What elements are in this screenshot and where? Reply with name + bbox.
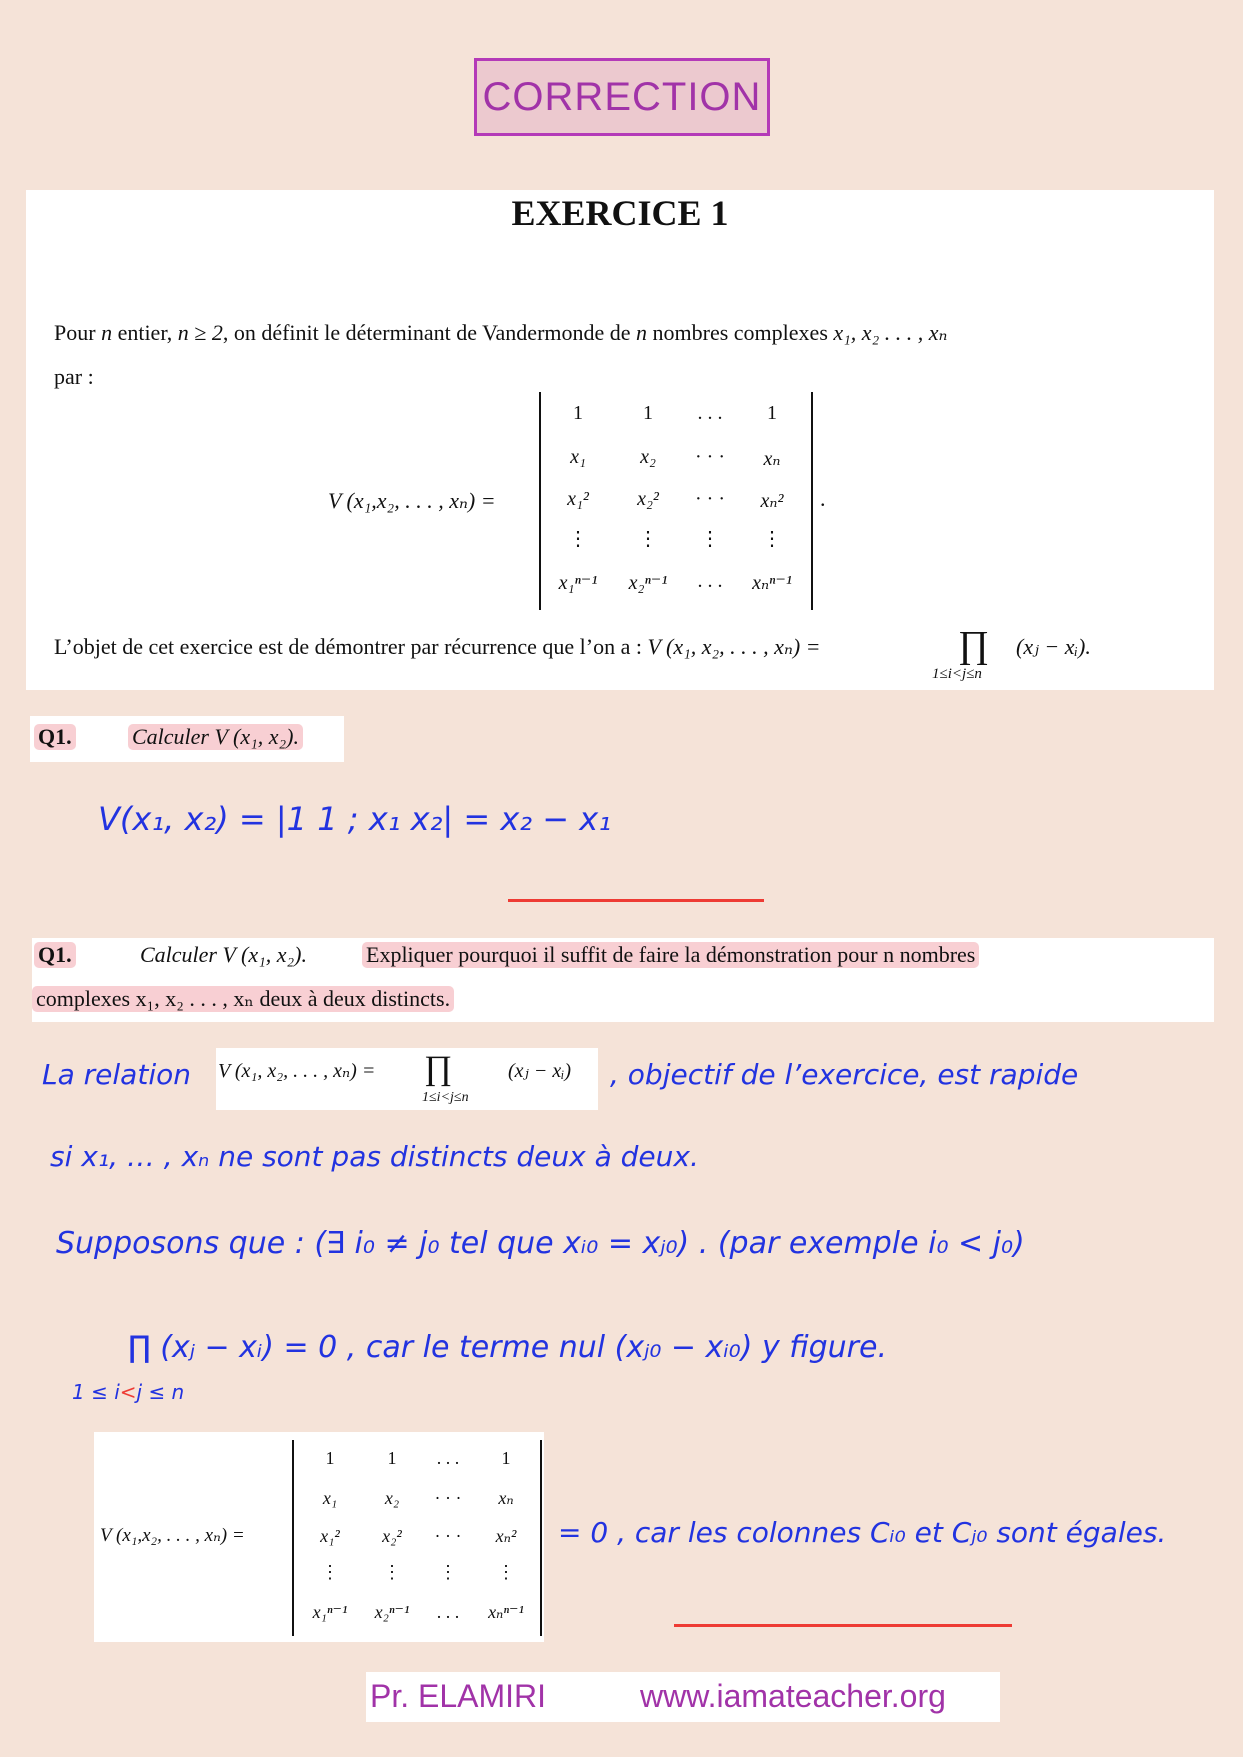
q1-question: Calculer V (x₁, x₂). [128,724,303,750]
footer-author: Pr. ELAMIRI [370,1678,547,1714]
hw-line4: ∏ (xⱼ − xᵢ) = 0 , car le terme nul (xⱼ₀ − xᵢ₀) y figure. [128,1330,887,1365]
det2-r1-c3: . . . [436,1448,460,1468]
cell-r3-c2: x₂² [637,488,659,510]
product-index: 1≤i<j≤n [932,666,982,682]
separator-red-line-1 [508,899,764,902]
det2-r3-c3: · · · [434,1526,462,1546]
hw-line2: si x₁, … , xₙ ne sont pas distincts deux à deux. [50,1140,699,1173]
det2-r5-c2: x₂ⁿ⁻¹ [374,1602,410,1622]
det2-r5-c1: x₁ⁿ⁻¹ [312,1602,348,1622]
hw-formula-rhs: (xⱼ − xᵢ) [508,1060,572,1082]
determinant-period: . [820,486,826,511]
hw-product-index: 1≤i<j≤n [422,1090,469,1105]
det2-r2-c1: x₁ [322,1488,338,1508]
cell-r2-c1: x₁ [570,446,586,468]
det2-r2-c2: x₂ [384,1488,400,1508]
cell-r4-c4: ⋮ [762,528,782,550]
det2-r3-c1: x₁² [320,1526,340,1546]
det2-r3-c4: xₙ² [495,1526,517,1546]
hw-line4-index: 1 ≤ i<j ≤ n [72,1380,185,1404]
det2-r1-c2: 1 [387,1448,397,1468]
det2-r4-c3: ⋮ [439,1562,457,1582]
det2-r4-c2: ⋮ [383,1562,401,1582]
correction-title [474,58,770,136]
cell-r5-c3: . . . [697,570,723,592]
det2-r4-c4: ⋮ [497,1562,515,1582]
cell-r5-c4: xₙⁿ⁻¹ [752,572,792,594]
determinant-lhs: V (x₁,x₂, . . . , xₙ) = [328,488,496,513]
cell-r4-c3: ⋮ [700,528,720,550]
det2-r2-c3: · · · [434,1488,462,1508]
q1b-question: Calculer V (x₁, x₂). [140,942,308,967]
cell-r5-c2: x₂ⁿ⁻¹ [628,572,668,594]
cell-r1-c1: 1 [573,402,583,424]
q1-panel-short [30,716,344,762]
cell-r5-c1: x₁ⁿ⁻¹ [558,572,598,594]
cell-r2-c4: xₙ [763,448,781,470]
hw-line1-start: La relation [42,1058,191,1091]
exercise-panel [26,190,1214,690]
q1b-highlight-line-2: complexes x₁, x₂ . . . , xₙ deux à deux distincts. [32,986,454,1012]
separator-red-line-2 [674,1624,1012,1627]
correction-title-text: CORRECTION [482,74,762,119]
hw-line3: Supposons que : (∃ i₀ ≠ j₀ tel que xᵢ₀ = xⱼ₀) . (par exemple i₀ < j₀) [56,1226,1025,1261]
det2-left-bar [292,1440,294,1636]
intro-line-1: Pour n entier, n ≥ 2, on définit le déterminant de Vandermonde de n nombres complexes x₁, x₂ . . . , xₙ [54,320,948,345]
hw-formula-box [216,1048,598,1110]
footer-website[interactable]: www.iamateacher.org [640,1678,946,1714]
hw-product-sign: ∏ [424,1050,452,1087]
intro-line-2: par : [54,364,94,389]
det2-r5-c3: . . . [436,1602,460,1622]
objective-text: L’objet de cet exercice est de démontrer par récurrence que l’on a : V (x₁, x₂, . . . , xₙ) = [54,634,821,659]
q1b-label: Q1. [34,942,76,968]
cell-r3-c4: xₙ² [760,490,784,512]
det2-r2-c4: xₙ [498,1488,514,1508]
hw-formula-lhs: V (x₁, x₂, . . . , xₙ) = [218,1060,376,1082]
hw-line5-end: = 0 , car les colonnes Cᵢ₀ et Cⱼ₀ sont égales. [558,1516,1167,1549]
cell-r1-c3: . . . [697,402,723,424]
cell-r1-c2: 1 [643,402,653,424]
hw-line1-end: , objectif de l’exercice, est rapide [610,1058,1079,1091]
footer [366,1672,1000,1722]
determinant-left-bar [539,392,541,610]
q1-panel-full [32,938,1214,1022]
det2-r1-c4: 1 [501,1448,511,1468]
cell-r2-c2: x₂ [640,446,656,468]
cell-r3-c3: · · · [695,488,725,510]
det2-r1-c1: 1 [325,1448,335,1468]
determinant-right-bar [811,392,813,610]
q1b-highlight-line-1: Expliquer pourquoi il suffit de faire la démonstration pour n nombres [362,942,979,968]
exercise-title: EXERCICE 1 [511,193,729,233]
det2-r5-c4: xₙⁿ⁻¹ [488,1602,524,1622]
det2-r3-c2: x₂² [382,1526,402,1546]
cell-r4-c1: ⋮ [568,528,588,550]
det2-r4-c1: ⋮ [321,1562,339,1582]
product-sign: ∏ [958,624,990,666]
cell-r3-c1: x₁² [567,488,589,510]
determinant-panel-2 [94,1432,544,1642]
cell-r4-c2: ⋮ [638,528,658,550]
det2-lhs: V (x₁,x₂, . . . , xₙ) = [100,1525,245,1546]
q1-label: Q1. [34,724,76,750]
cell-r1-c4: 1 [767,402,777,424]
cell-r2-c3: · · · [695,446,725,468]
det2-right-bar [540,1440,542,1636]
q1-handwritten-answer: V(x₁, x₂) = |1 1 ; x₁ x₂| = x₂ − x₁ [98,800,612,838]
objective-rhs: (xⱼ − xᵢ). [1016,634,1091,659]
